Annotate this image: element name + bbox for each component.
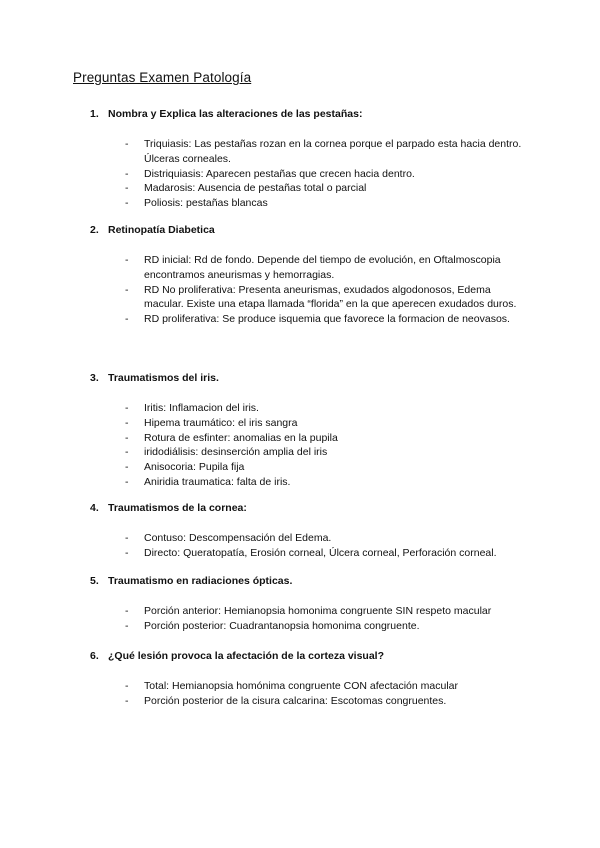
list-item: - RD inicial: Rd de fondo. Depende del tiempo de evolución, en Oftalmoscopia encontramos aneurismas y hemorragias. [125, 254, 501, 281]
section-heading [90, 575, 292, 587]
section-number: 4. [90, 502, 99, 514]
list-item: - Triquiasis: Las pestañas rozan en la cornea porque el parpado esta hacia dentro. Úlceras corneales. [125, 138, 522, 165]
list-item: - Contuso: Descompensación del Edema. [125, 532, 332, 544]
list-item: - Madarosis: Ausencia de pestañas total o parcial [125, 182, 367, 195]
section-number: 6. [90, 650, 99, 662]
section-number: 1. [90, 108, 99, 120]
list-item: - Iritis: Inflamacion del iris. [125, 402, 259, 414]
list-item: - Porción posterior de la cisura calcarina: Escotomas congruentes. [125, 694, 447, 707]
section-title: ¿Qué lesión provoca la afectación de la corteza visual? [108, 650, 385, 662]
section-heading [90, 650, 384, 662]
section-heading [90, 502, 247, 514]
list-item: - Porción anterior: Hemianopsia homonima congruente SIN respeto macular [125, 605, 492, 617]
section-list [0, 679, 600, 709]
section-heading [90, 108, 362, 120]
section-list [0, 253, 600, 327]
list-item: - Total: Hemianopsia homónima congruente CON afectación macular [125, 680, 458, 692]
section-title: Nombra y Explica las alteraciones de las pestañas: [108, 108, 363, 120]
section-title: Traumatismos de la cornea: [108, 502, 247, 514]
list-item: - Porción posterior: Cuadrantanopsia homonima congruente. [125, 619, 420, 632]
section-title: Traumatismos del iris. [108, 372, 219, 384]
section-heading [90, 372, 219, 384]
list-item: - Aniridia traumatica: falta de iris. [125, 475, 291, 488]
list-item: - RD No proliferativa: Presenta aneurismas, exudados algodonosos, Edema macular. Existe una etapa llamada “florida” en la que aperecen exudados duros. [125, 283, 517, 311]
section-number: 3. [90, 372, 99, 384]
section-number: 2. [90, 224, 99, 236]
section-number: 5. [90, 575, 99, 587]
list-item: - Directo: Queratopatía, Erosión corneal, Úlcera corneal, Perforación corneal. [125, 546, 497, 559]
list-item: - RD proliferativa: Se produce isquemia que favorece la formacion de neovasos. [125, 313, 510, 326]
list-item: - Rotura de esfinter: anomalias en la pupila [125, 431, 338, 444]
list-item: - Distriquiasis: Aparecen pestañas que crecen hacia dentro. [125, 167, 415, 180]
section-title: Traumatismo en radiaciones ópticas. [108, 575, 293, 587]
section-heading [90, 224, 215, 236]
list-item: - Poliosis: pestañas blancas [125, 197, 268, 210]
list-item: - Anisocoria: Pupila fija [125, 461, 245, 474]
list-item: - iridodiálisis: desinserción amplia del iris [125, 446, 328, 459]
section-list [0, 531, 600, 561]
section-title: Retinopatía Diabetica [108, 224, 215, 236]
document-title: Preguntas Examen Patología [73, 70, 252, 85]
section-list [0, 604, 600, 634]
section-list [0, 137, 600, 211]
section-list [0, 401, 600, 490]
list-item: - Hipema traumático: el iris sangra [125, 416, 298, 429]
